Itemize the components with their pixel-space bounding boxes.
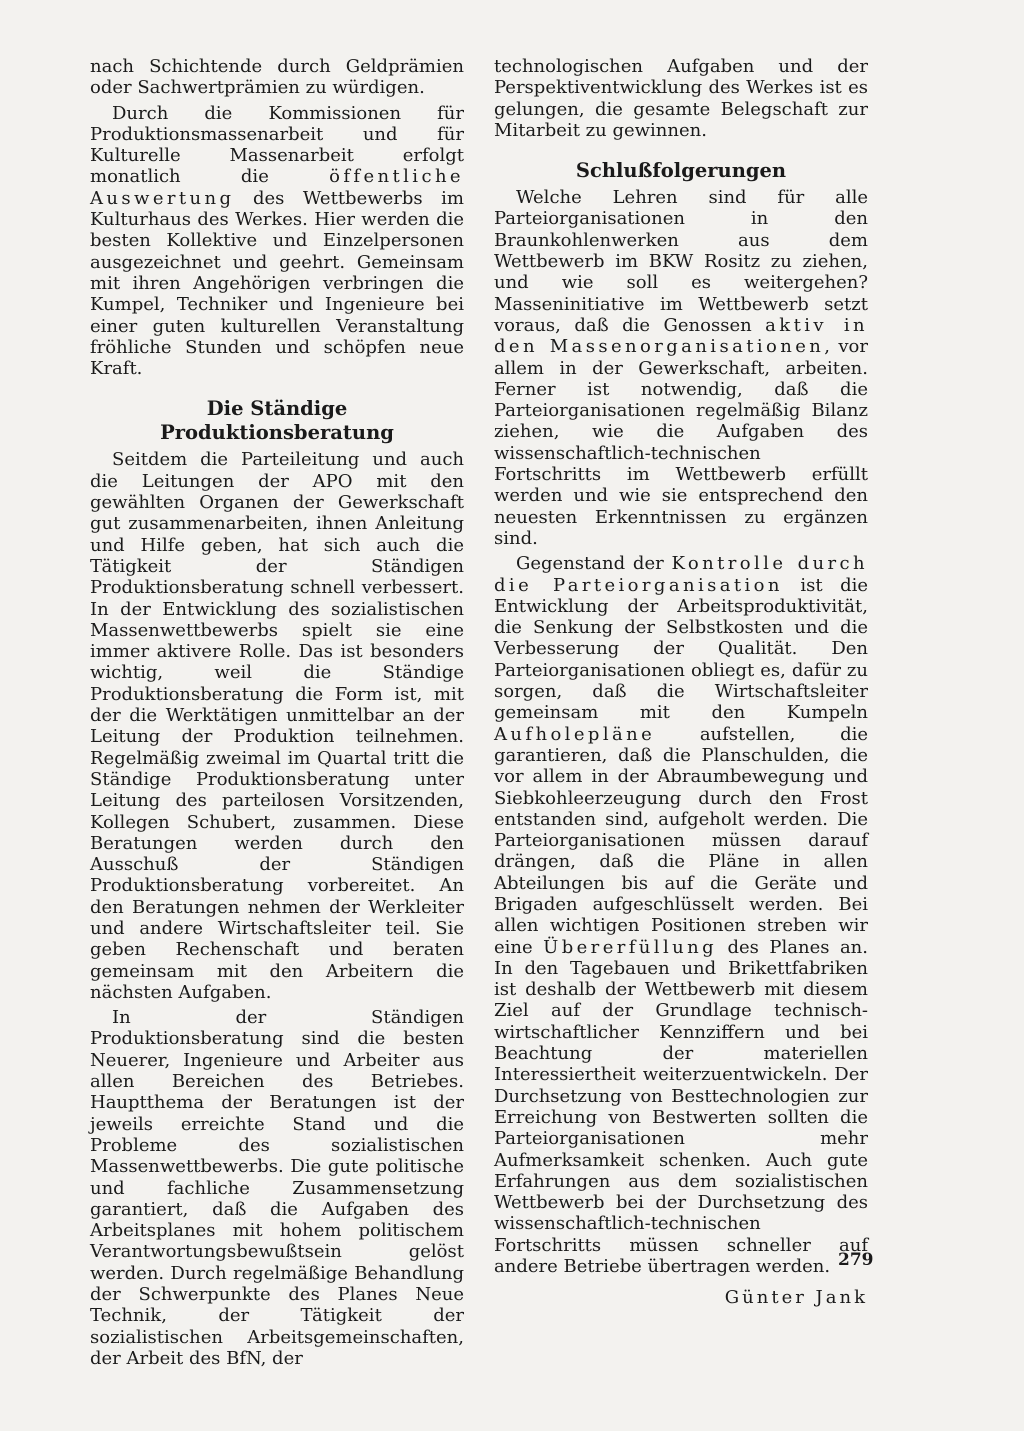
section-heading: Die Ständige Produktionsberatung: [160, 397, 394, 445]
paragraph: In der Ständigen Produktionsberatung sind die besten Neuerer, Ingenieure und Arbeiter aus allen Bereichen des Betriebes. Hauptthema der Beratungen ist der jeweils erreichte Stand und die Probleme des sozialistischen Massenwettbewerbs. Die gute politische und fachliche Zusammensetzung garantiert, daß die Aufgaben des Arbeitsplanes mit hohem politischem Verantwortungsbewußtsein gelöst werden. Durch regelmäßige Behandlung der Schwerpunkte des Planes Neue Technik, der Tätigkeit der sozialistischen Arbeitsgemeinschaften, der Arbeit des BfN, der: [90, 1007, 464, 1369]
emphasis: Kontrolle durch die Parteiorganisation: [494, 553, 868, 596]
paragraph: Seitdem die Parteileitung und auch die Leitungen der APO mit den gewählten Organen der Gewerkschaft gut zusammenarbeiten, ihnen Anleitung und Hilfe geben, hat sich auch die Tätigkeit der Ständigen Produktionsberatung schnell verbessert. In der Entwicklung des sozialistischen Massenwettbewerbs spielt sie eine immer aktivere Rolle. Das ist besonders wichtig, weil die Ständige Produktionsberatung die Form ist, mit der die Werktätigen unmittelbar an der Leitung der Produktion teilnehmen. Regelmäßig zweimal im Quartal tritt die Ständige Produktionsberatung unter Leitung des parteilosen Vorsitzenden, Kollegen Schubert, zusammen. Diese Beratungen werden durch den Ausschuß der Ständigen Produktionsberatung vorbereitet. An den Beratungen nehmen der Werkleiter und andere Wirtschaftsleiter teil. Sie geben Rechenschaft und beraten gemeinsam mit den Arbeitern die nächsten Aufgaben.: [90, 449, 464, 1003]
emphasis: Übererfüllung: [543, 936, 718, 958]
author-signature: Günter Jank: [724, 1287, 868, 1309]
right-column: [494, 56, 868, 1309]
paragraph: technologischen Aufgaben und der Perspektiventwicklung des Werkes ist es gelungen, die gesamte Belegschaft zur Mitarbeit zu gewinnen.: [494, 56, 868, 141]
page-number: 279: [838, 1250, 874, 1270]
emphasis: aktiv in den Massenorganisationen: [494, 314, 868, 358]
emphasis: Aufholepläne: [494, 723, 656, 745]
section-heading: Schlußfolgerungen: [575, 159, 787, 183]
paragraph: Gegenstand der Kontrolle durch die Parteiorganisation ist die Entwicklung der Arbeitsproduktivität, die Senkung der Selbstkosten und die Verbesserung der Qualität. Den Parteiorganisationen obliegt es, dafür zu sorgen, daß die Wirtschaftsleiter gemeinsam mit den Kumpeln Aufholepläne aufstellen, die garantieren, daß die Planschulden, die vor allem in der Abraumbewegung und Siebkohleerzeugung durch den Frost entstanden sind, aufgeholt werden. Die Parteiorganisationen müssen darauf drängen, daß die Pläne in allen Abteilungen bis auf die Geräte und Brigaden aufgeschlüsselt werden. Bei allen wichtigen Positionen streben wir eine Übererfüllung des Planes an. In den Tagebauen und Brikettfabriken ist deshalb der Wettbewerb mit diesem Ziel auf der Grundlage technisch-wirtschaftlicher Kennziffern und bei Beachtung der materiellen Interessiertheit weiterzuentwickeln. Der Durchsetzung von Besttechnologien zur Erreichung von Bestwerten sollten die Parteiorganisationen mehr Aufmerksamkeit schenken. Auch gute Erfahrungen aus dem sozialistischen Wettbewerb bei der Durchsetzung des wissenschaftlich-technischen Fortschritts müssen schneller auf andere Betriebe übertragen werden.: [494, 553, 869, 1278]
paragraph: Durch die Kommissionen für Produktionsmassenarbeit und für Kulturelle Massenarbeit erfolgt monatlich die öffentliche Auswertung des Wettbewerbs im Kulturhaus des Werkes. Hier werden die besten Kollektive und Einzelpersonen ausgezeichnet und geehrt. Gemeinsam mit ihren Angehörigen verbringen die Kumpel, Techniker und Ingenieure bei einer guten kulturellen Veranstaltung fröhliche Stunden und schöpfen neue Kraft.: [90, 102, 464, 380]
paragraph: nach Schichtende durch Geldprämien oder Sachwertprämien zu würdigen.: [90, 56, 464, 99]
paragraph: Welche Lehren sind für alle Parteiorganisationen in den Braunkohlenwerken aus dem Wettbewerb im BKW Rositz zu ziehen, und wie soll es weitergehen? Masseninitiative im Wettbewerb setzt voraus, daß die Genossen aktiv in den Massenorganisationen, vor allem in der Gewerkschaft, arbeiten. Ferner ist notwendig, daß die Parteiorganisationen regelmäßig Bilanz ziehen, wie die Aufgaben des wissenschaftlich-technischen Fortschritts im Wettbewerb erfüllt werden und wie sie entsprechend den neuesten Erkenntnissen zu ergänzen sind.: [494, 187, 868, 549]
emphasis: öffentliche Auswertung: [90, 166, 464, 209]
left-column: [90, 56, 464, 1369]
